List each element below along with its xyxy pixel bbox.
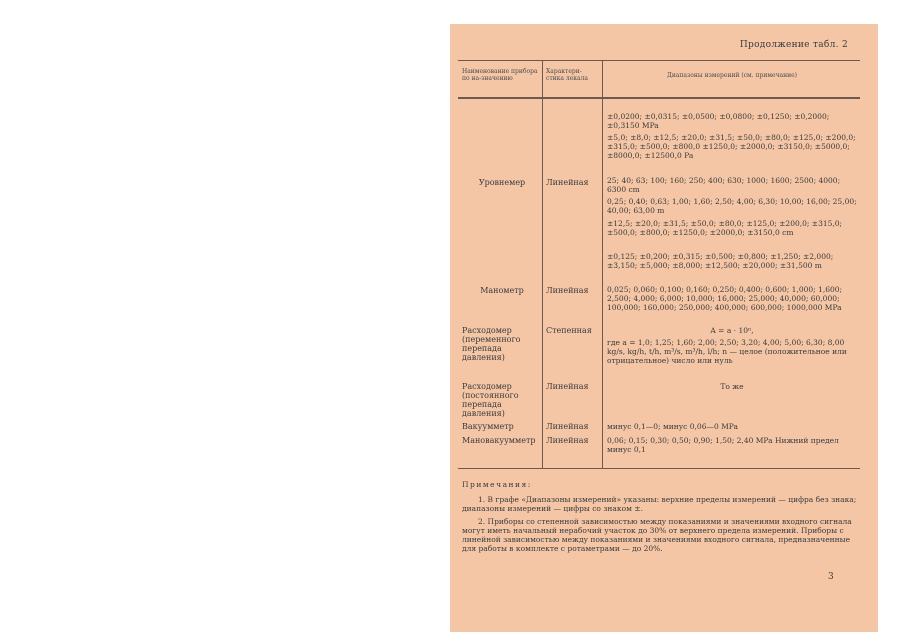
device-level-gauge: Уровнемер: [478, 178, 526, 187]
range-f: ±0,125; ±0,200; ±0,315; ±0,500; ±0,800; ±1,250; ±2,000; ±3,150; ±5,000; ±8,000; ±12,500; ±20,000; ±31,500 m: [607, 252, 834, 270]
table-bottom-rule: [458, 468, 860, 469]
range-b: ±5,0; ±8,0; ±12,5; ±20,0; ±31,5; ±50,0; ±80,0; ±125,0; ±200,0; ±315,0; ±500,0; ±800,0 ±1250,0; ±2000,0; ±3150,0; ±5000,0; ±8000,0; ±12500,0 Pa: [607, 133, 856, 160]
column-header-characteristic: Характери-стика лекала: [546, 68, 588, 82]
device-flowmeter-constant: Расходомер (постоянного перепада давления): [462, 382, 519, 418]
device-flowmeter-variable: Расходомер (переменного перепада давления): [462, 326, 521, 362]
range-flowmeter-constant: То же: [720, 382, 744, 391]
device-manovacuum-gauge: Мановакуумметр: [462, 436, 536, 445]
page-number: 3: [828, 572, 834, 582]
range-flowmeter-variable: где a = 1,0; 1,25; 1,60; 2,00; 2,50; 3,20; 4,00; 5,00; 6,30; 8,00 kg/s, kg/h, t/h, m³/s, m³/h, l/h; n — целое (положительное или отрицательное) число или нуль: [607, 338, 847, 365]
range-e: ±12,5; ±20,0; ±31,5; ±50,0; ±80,0; ±125,0; ±200,0; ±315,0; ±500,0; ±800,0; ±1250,0; ±2000,0; ±3150,0 cm: [607, 219, 843, 237]
char-manometer: Линейная: [546, 286, 589, 295]
char-level-gauge: Линейная: [546, 178, 589, 187]
device-manometer: Манометр: [480, 286, 524, 295]
header-bottom-rule: [458, 97, 860, 99]
document-page: [450, 24, 878, 632]
range-manovacuum-gauge: 0,06; 0,15; 0,30; 0,50; 0,90; 1,50; 2,40 MPa Нижний предел минус 0,1: [607, 436, 839, 454]
flowmeter-formula: A = a · 10ⁿ,: [710, 326, 754, 335]
column-header-ranges: Диапазоны измерений (см. примечание): [666, 72, 798, 79]
note-2: 2. Приборы со степенной зависимостью между показаниями и значениями входного сигнала могут иметь начальный нерабочий участок до 30% от верхнего предела измерений. Приборы с линейной зависимостью между показаниями и значениями входного сигнала, предназначенные для работы в комплекте с ротаметрами — до 20%.: [462, 517, 852, 553]
note-1: 1. В графе «Диапазоны измерений» указаны: верхние пределы измерений — цифра без знака; диапазоны измерений — цифры со знаком ±.: [462, 495, 857, 513]
char-flowmeter-variable: Степенная: [546, 326, 592, 335]
char-flowmeter-constant: Линейная: [546, 382, 589, 391]
device-vacuum-gauge: Вакуумметр: [462, 422, 514, 431]
range-vacuum-gauge: минус 0,1—0; минус 0,06—0 MPa: [607, 422, 738, 431]
column-divider-1: [542, 60, 543, 468]
range-a: ±0,0200; ±0,0315; ±0,0500; ±0,0800; ±0,1250; ±0,2000; ±0,3150 MPa: [607, 112, 830, 130]
continuation-caption: Продолжение табл. 2: [739, 40, 848, 50]
column-header-device: Наименование прибора по на-значению: [462, 68, 538, 82]
header-top-rule: [458, 60, 860, 61]
char-vacuum-gauge: Линейная: [546, 422, 589, 431]
range-d: 0,25; 0,40; 0,63; 1,00; 1,60; 2,50; 4,00; 6,30; 10,00; 16,00; 25,00; 40,00; 63,00 m: [607, 197, 857, 215]
range-c: 25; 40; 63; 100; 160; 250; 400; 630; 1000; 1600; 2500; 4000; 6300 cm: [607, 176, 841, 194]
column-divider-2: [602, 60, 603, 468]
char-manovacuum-gauge: Линейная: [546, 436, 589, 445]
notes-title: Примечания:: [462, 480, 532, 489]
range-manometer: 0,025; 0,060; 0,100; 0,160; 0,250; 0,400; 0,600; 1,000; 1,600; 2,500; 4,000; 6,000; 10,000; 16,000; 25,000; 40,000; 60,000; 100,000; 160,000; 250,000; 400,000; 600,000; 1000,000 MPa: [607, 285, 843, 312]
